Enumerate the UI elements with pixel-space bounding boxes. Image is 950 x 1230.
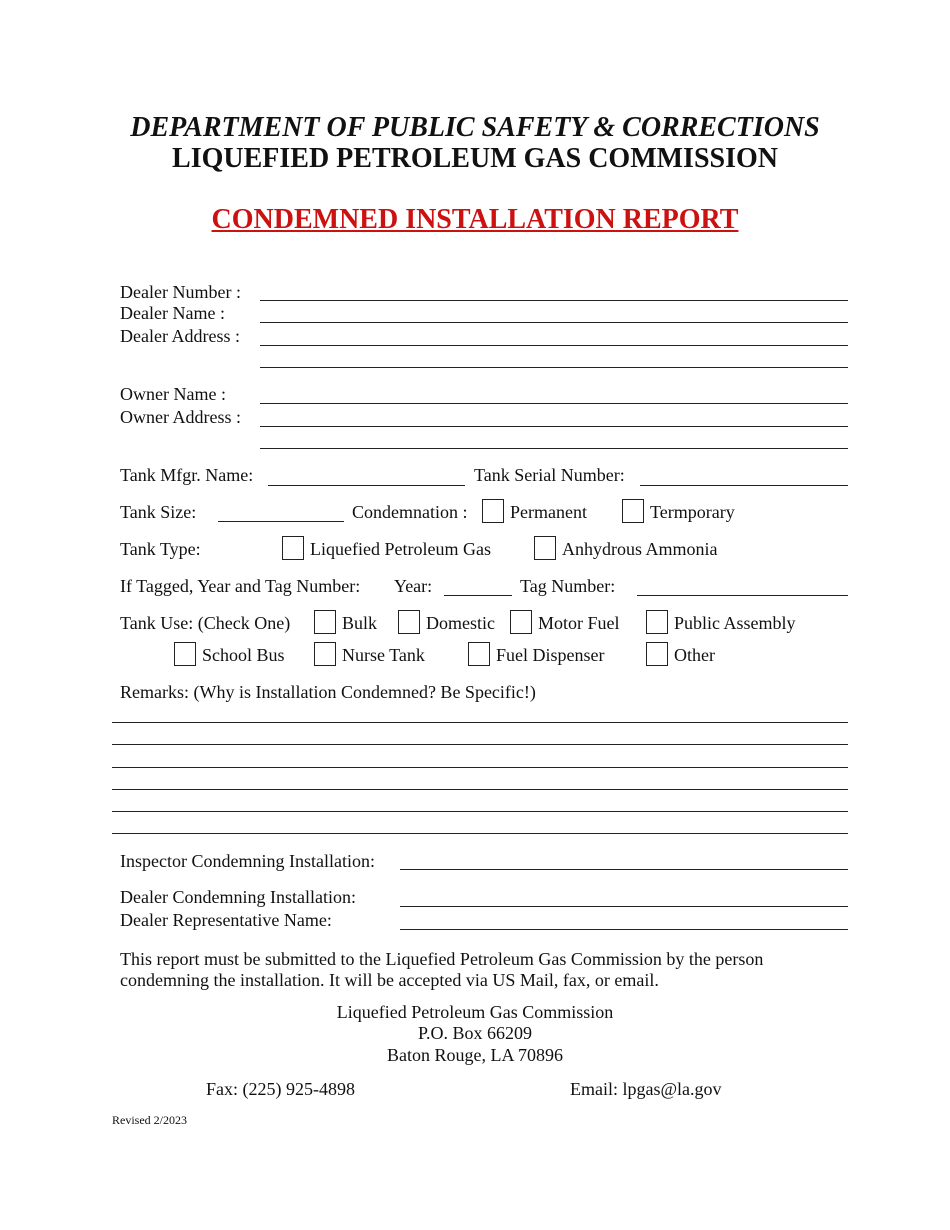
tank-size-field[interactable] xyxy=(218,521,344,522)
public-assembly-checkbox[interactable] xyxy=(646,610,668,634)
inspector-field[interactable] xyxy=(400,869,848,870)
dealer-condemning-field[interactable] xyxy=(400,906,848,907)
fuel-dispenser-checkbox[interactable] xyxy=(468,642,490,666)
dealer-address-field-2[interactable] xyxy=(260,367,848,368)
year-label: Year: xyxy=(394,576,433,596)
tagged-label: If Tagged, Year and Tag Number: xyxy=(120,576,361,596)
remarks-line-3[interactable] xyxy=(112,767,848,768)
tank-mfgr-field[interactable] xyxy=(268,485,465,486)
dealer-address-label: Dealer Address : xyxy=(120,326,240,346)
other-option-label: Other xyxy=(674,645,715,665)
school-bus-option-label: School Bus xyxy=(202,645,285,665)
anhydrous-ammonia-checkbox[interactable] xyxy=(534,536,556,560)
owner-address-label: Owner Address : xyxy=(120,407,241,427)
address-line-2: P.O. Box 66209 xyxy=(417,1023,533,1043)
tank-size-label: Tank Size: xyxy=(120,502,197,522)
dealer-rep-field[interactable] xyxy=(400,929,848,930)
domestic-checkbox[interactable] xyxy=(398,610,420,634)
fuel-dispenser-option-label: Fuel Dispenser xyxy=(496,645,605,665)
nurse-tank-option-label: Nurse Tank xyxy=(342,645,425,665)
tank-mfgr-label: Tank Mfgr. Name: xyxy=(120,465,254,485)
remarks-line-1[interactable] xyxy=(112,722,848,723)
remarks-line-2[interactable] xyxy=(112,744,848,745)
year-field[interactable] xyxy=(444,595,512,596)
revised-date: Revised 2/2023 xyxy=(112,1113,187,1127)
tag-number-label: Tag Number: xyxy=(520,576,616,596)
temporary-option-label: Termporary xyxy=(650,502,735,522)
owner-name-label: Owner Name : xyxy=(120,384,226,404)
bulk-option-label: Bulk xyxy=(342,613,378,633)
motor-fuel-checkbox[interactable] xyxy=(510,610,532,634)
remarks-label: Remarks: (Why is Installation Condemned? Be Specific!) xyxy=(120,682,536,702)
notice-line-2: condemning the installation. It will be accepted via US Mail, fax, or email. xyxy=(120,970,659,990)
tank-serial-field[interactable] xyxy=(640,485,848,486)
owner-address-field-2[interactable] xyxy=(260,448,848,449)
nurse-tank-checkbox[interactable] xyxy=(314,642,336,666)
domestic-option-label: Domestic xyxy=(426,613,495,633)
dealer-number-field[interactable] xyxy=(260,300,848,301)
tank-type-label: Tank Type: xyxy=(120,539,201,559)
public-assembly-option-label: Public Assembly xyxy=(674,613,796,633)
email-address: Email: lpgas@la.gov xyxy=(570,1079,722,1099)
address-line-3: Baton Rouge, LA 70896 xyxy=(387,1045,563,1065)
lpg-checkbox[interactable] xyxy=(282,536,304,560)
dealer-condemning-label: Dealer Condemning Installation: xyxy=(120,887,356,907)
fax-number: Fax: (225) 925-4898 xyxy=(206,1079,355,1099)
dealer-name-field[interactable] xyxy=(260,322,848,323)
school-bus-checkbox[interactable] xyxy=(174,642,196,666)
bulk-checkbox[interactable] xyxy=(314,610,336,634)
department-heading: DEPARTMENT OF PUBLIC SAFETY & CORRECTIONS xyxy=(130,112,820,143)
tag-number-field[interactable] xyxy=(637,595,848,596)
condemnation-label: Condemnation : xyxy=(352,502,468,522)
remarks-line-4[interactable] xyxy=(112,789,848,790)
tank-serial-label: Tank Serial Number: xyxy=(474,465,625,485)
dealer-number-label: Dealer Number : xyxy=(120,282,241,302)
owner-address-field[interactable] xyxy=(260,426,848,427)
commission-heading: LIQUEFIED PETROLEUM GAS COMMISSION xyxy=(172,143,778,174)
address-line-1: Liquefied Petroleum Gas Commission xyxy=(336,1002,614,1022)
lpg-option-label: Liquefied Petroleum Gas xyxy=(310,539,491,559)
other-checkbox[interactable] xyxy=(646,642,668,666)
motor-fuel-option-label: Motor Fuel xyxy=(538,613,620,633)
permanent-checkbox[interactable] xyxy=(482,499,504,523)
inspector-label: Inspector Condemning Installation: xyxy=(120,851,375,871)
temporary-checkbox[interactable] xyxy=(622,499,644,523)
owner-name-field[interactable] xyxy=(260,403,848,404)
remarks-line-6[interactable] xyxy=(112,833,848,834)
notice-line-1: This report must be submitted to the Liquefied Petroleum Gas Commission by the person xyxy=(120,949,764,969)
dealer-address-field[interactable] xyxy=(260,345,848,346)
dealer-rep-label: Dealer Representative Name: xyxy=(120,910,332,930)
permanent-option-label: Permanent xyxy=(510,502,587,522)
dealer-name-label: Dealer Name : xyxy=(120,303,225,323)
report-title: CONDEMNED INSTALLATION REPORT xyxy=(211,204,739,235)
anhydrous-ammonia-option-label: Anhydrous Ammonia xyxy=(562,539,718,559)
remarks-line-5[interactable] xyxy=(112,811,848,812)
tank-use-label: Tank Use: (Check One) xyxy=(120,613,291,633)
